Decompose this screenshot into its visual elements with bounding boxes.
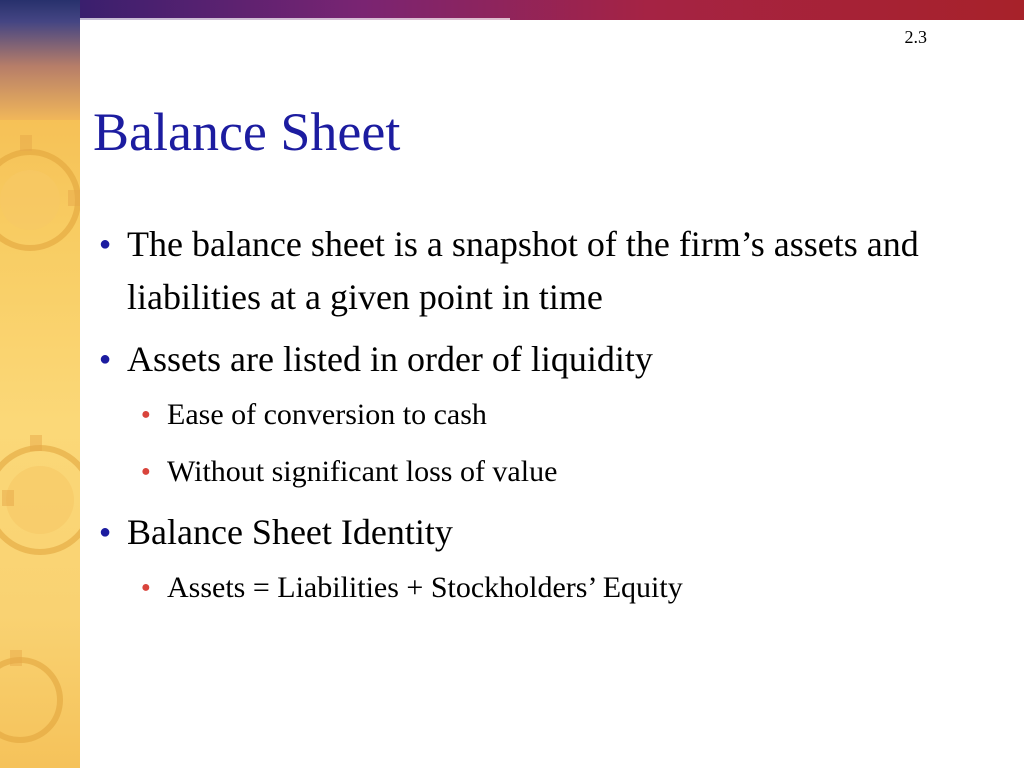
- sub-bullet-item: [141, 443, 977, 500]
- sub-bullet-item: [141, 559, 977, 616]
- bullet-dot-icon: ●: [99, 521, 112, 543]
- bullet-list: [97, 218, 977, 616]
- decorative-top-band: [80, 0, 1024, 20]
- bullet-dot-icon: ●: [99, 233, 112, 255]
- slide-number: 2.3: [904, 27, 927, 47]
- sub-bullet-text: Assets = Liabilities + Stockholders’ Equity: [167, 571, 683, 604]
- bullet-item: [97, 218, 977, 324]
- gear-pattern-icon: [0, 0, 80, 768]
- slide-title: Balance Sheet: [93, 102, 401, 162]
- sub-bullet-dot-icon: ●: [141, 579, 151, 596]
- bullet-item: [97, 506, 977, 559]
- sub-bullet-dot-icon: ●: [141, 463, 151, 480]
- sub-bullet-text: Without significant loss of value: [167, 455, 558, 488]
- decorative-left-strip: [0, 0, 80, 768]
- sub-bullet-item: [141, 386, 977, 443]
- bullet-dot-icon: ●: [99, 348, 112, 370]
- bullet-text: Balance Sheet Identity: [127, 512, 453, 552]
- bullet-item: [97, 333, 977, 386]
- sub-bullet-text: Ease of conversion to cash: [167, 398, 487, 431]
- bullet-text: Assets are listed in order of liquidity: [127, 339, 653, 379]
- decorative-top-line: [80, 18, 510, 20]
- sub-bullet-dot-icon: ●: [141, 406, 151, 423]
- bullet-text: The balance sheet is a snapshot of the firm’s assets and liabilities at a given point in time: [127, 224, 919, 317]
